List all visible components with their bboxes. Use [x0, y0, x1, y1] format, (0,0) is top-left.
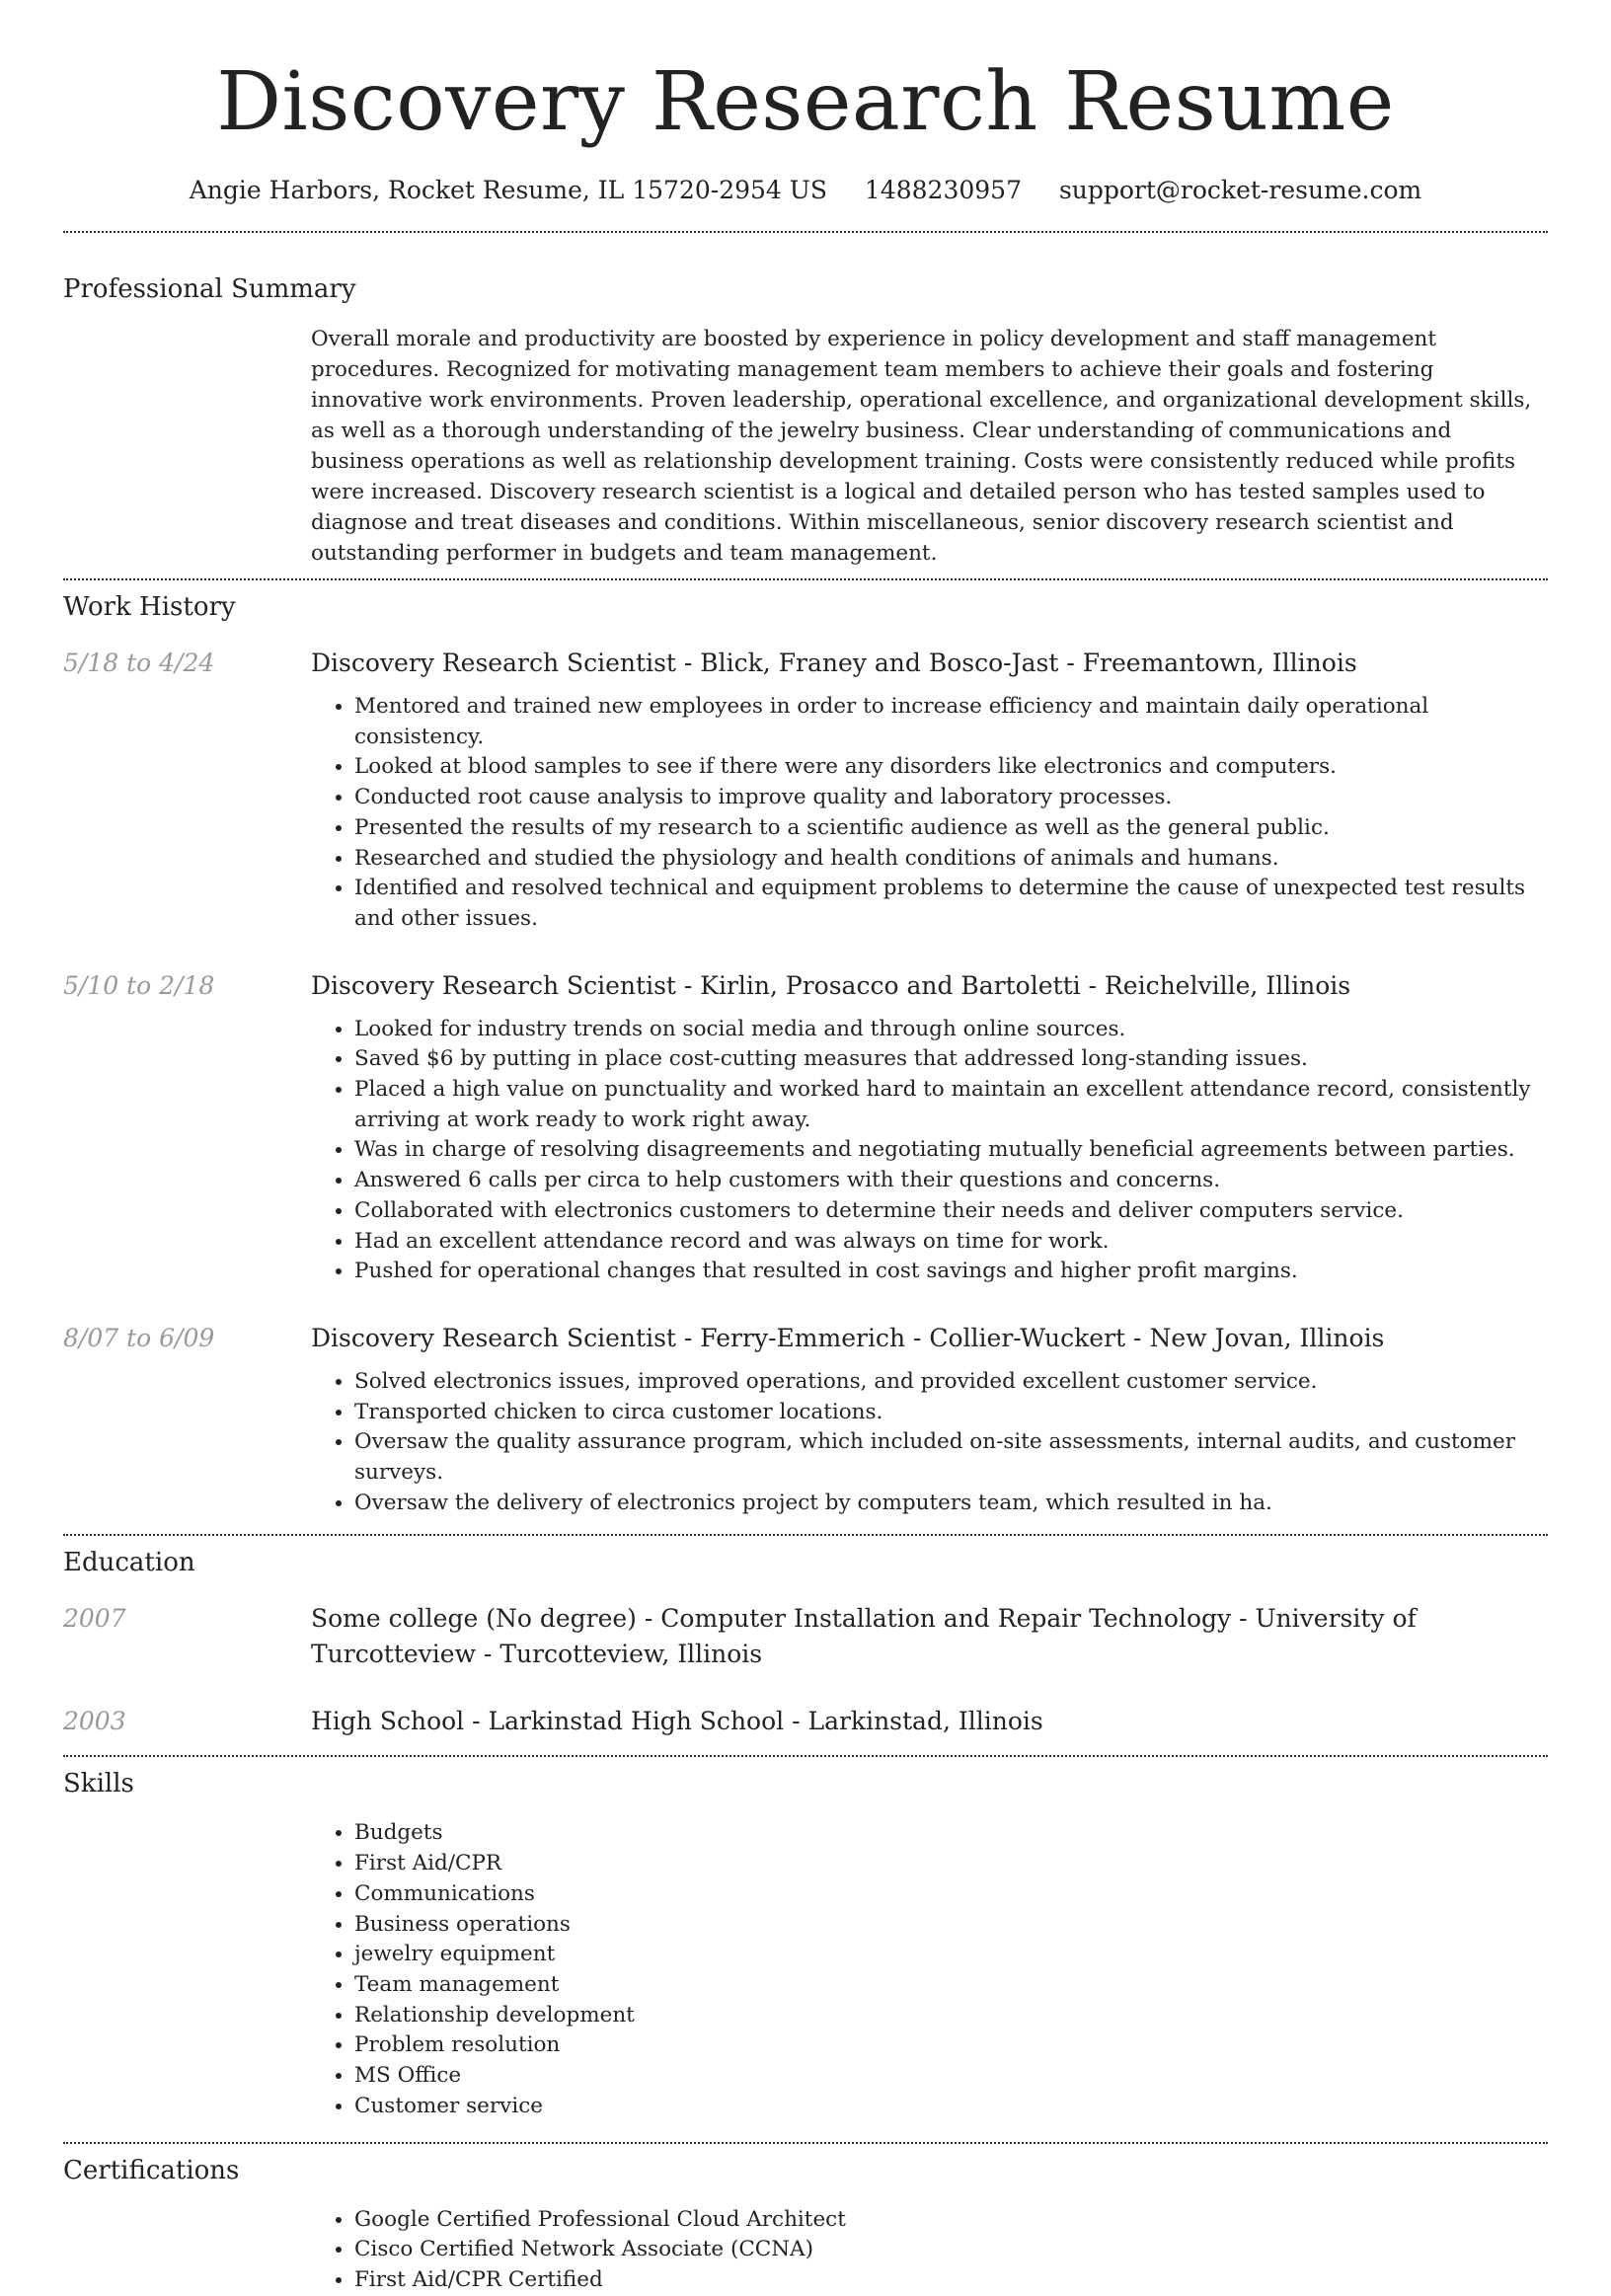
certification-item: • Google Certified Professional Cloud Architect — [354, 2205, 1548, 2236]
list-item: • Transported chicken to circa customer locations. — [354, 1398, 1548, 1428]
skill-item: • jewelry equipment — [354, 1940, 959, 1970]
list-item: • Placed a high value on punctuality and worked hard to maintain an excellent attendance record, consistently arriving at work ready to work right away. — [354, 1075, 1548, 1135]
job-dates: 8/07 to 6/09 — [63, 1323, 215, 1352]
contact-address: Angie Harbors, Rocket Resume, IL 15720-2954 US — [189, 176, 827, 204]
skill-item: • First Aid/CPR — [354, 1849, 959, 1879]
list-item: • Mentored and trained new employees in order to increase efficiency and maintain daily operational consistency. — [354, 692, 1548, 752]
section-title-summary: Professional Summary — [63, 274, 356, 304]
skills-list — [311, 1818, 1548, 2121]
education-year: 2003 — [63, 1707, 126, 1736]
skill-item: • Business operations — [354, 1910, 959, 1941]
skill-item: • Relationship development — [354, 2001, 959, 2031]
education-degree: Some college (No degree) - Computer Installation and Repair Technology — [311, 1604, 1232, 1634]
section-title-education: Education — [63, 1548, 195, 1578]
skill-item: • Team management — [354, 1970, 959, 2001]
divider — [63, 231, 1548, 233]
education-details — [311, 1601, 1548, 1672]
section-title-certifications: Certifications — [63, 2155, 240, 2185]
summary-text: Overall morale and productivity are boosted by experience in policy development and staff management procedures. Recognized for motivating management team members to achieve their goals and fostering innovative work environments. Proven leadership, operational excellence, and organizational development skills, as well as a thorough understanding of the jewelry business. Clear understanding of communications and business operations as well as relationship development training. Costs were consistently reduced while profits were increased. Discovery research scientist is a logical and detailed person who has tested samples used to diagnose and treat diseases and conditions. Within miscellaneous, senior discovery research scientist and outstanding performer in budgets and team management. — [311, 327, 1532, 566]
job-title: Discovery Research Scientist - Ferry-Emmerich - Collier-Wuckert - New Jovan, Illinois — [311, 1323, 1385, 1352]
section-title-work-history: Work History — [63, 592, 236, 622]
list-item: • Identified and resolved technical and equipment problems to determine the cause of unexpected test results and other issues. — [354, 874, 1548, 934]
job-bullets — [311, 1015, 1548, 1287]
list-item: • Answered 6 calls per circa to help customers with their questions and concerns. — [354, 1166, 1548, 1196]
divider — [63, 1534, 1548, 1536]
list-item: • Pushed for operational changes that resulted in cost savings and higher profit margins. — [354, 1257, 1548, 1287]
resume-page — [63, 0, 1548, 2296]
skill-item: • Communications — [354, 1879, 959, 1910]
education-school: - University of Turcotteview - Turcotteview, Illinois — [311, 1604, 1417, 1669]
skill-item: • Budgets — [354, 1818, 959, 1849]
skills-column-right — [311, 1970, 959, 2122]
job-entry — [63, 968, 1548, 1287]
education-entry — [63, 1704, 1548, 1739]
list-item: • Researched and studied the physiology and health conditions of animals and humans. — [354, 844, 1548, 875]
job-dates: 5/18 to 4/24 — [63, 649, 215, 677]
contact-line — [63, 174, 1548, 207]
skills-column-left — [311, 1818, 959, 1970]
contact-phone: 1488230957 — [864, 176, 1022, 204]
certification-item: • Cisco Certified Network Associate (CCNA) — [354, 2235, 1548, 2265]
education-year: 2007 — [63, 1604, 126, 1634]
list-item: • Looked for industry trends on social media and through online sources. — [354, 1015, 1548, 1045]
certification-item: • First Aid/CPR Certified — [354, 2265, 1548, 2296]
list-item: • Oversaw the delivery of electronics project by computers team, which resulted in ha. — [354, 1489, 1548, 1519]
job-entry — [63, 646, 1548, 935]
list-item: • Oversaw the quality assurance program, which included on-site assessments, internal audits, and customer surveys. — [354, 1427, 1548, 1488]
education-school: - Larkinstad High School - Larkinstad, Illinois — [464, 1707, 1043, 1736]
education-details — [311, 1704, 1548, 1739]
job-title: Discovery Research Scientist - Kirlin, Prosacco and Bartoletti - Reichelville, Illinois — [311, 970, 1351, 1000]
list-item: • Conducted root cause analysis to improve quality and laboratory processes. — [354, 783, 1548, 813]
skill-item: • Customer service — [354, 2092, 959, 2122]
divider — [63, 2142, 1548, 2144]
list-item: • Solved electronics issues, improved operations, and provided excellent customer service. — [354, 1367, 1548, 1398]
education-degree: High School — [311, 1707, 465, 1736]
job-entry — [63, 1321, 1548, 1519]
list-item: • Had an excellent attendance record and was always on time for work. — [354, 1227, 1548, 1258]
education-entry — [63, 1601, 1548, 1672]
list-item: • Collaborated with electronics customers to determine their needs and deliver computers service. — [354, 1196, 1548, 1227]
divider — [63, 1755, 1548, 1757]
skill-item: • Problem resolution — [354, 2030, 959, 2061]
job-title: Discovery Research Scientist - Blick, Franey and Bosco-Jast - Freemantown, Illinois — [311, 649, 1357, 677]
skill-item: • MS Office — [354, 2061, 959, 2092]
divider — [63, 578, 1548, 580]
job-dates: 5/10 to 2/18 — [63, 970, 215, 1000]
job-bullets — [311, 1367, 1548, 1519]
section-title-skills: Skills — [63, 1769, 134, 1799]
certifications-list — [311, 2205, 1548, 2296]
list-item: • Saved $6 by putting in place cost-cutting measures that addressed long-standing issues. — [354, 1044, 1548, 1075]
resume-title: Discovery Research Resume — [216, 55, 1395, 149]
job-bullets — [311, 692, 1548, 935]
contact-email: support@rocket-resume.com — [1058, 176, 1422, 204]
list-item: • Was in charge of resolving disagreements and negotiating mutually beneficial agreements between parties. — [354, 1135, 1548, 1166]
list-item: • Presented the results of my research to a scientific audience as well as the general public. — [354, 813, 1548, 844]
list-item: • Looked at blood samples to see if there were any disorders like electronics and computers. — [354, 752, 1548, 783]
